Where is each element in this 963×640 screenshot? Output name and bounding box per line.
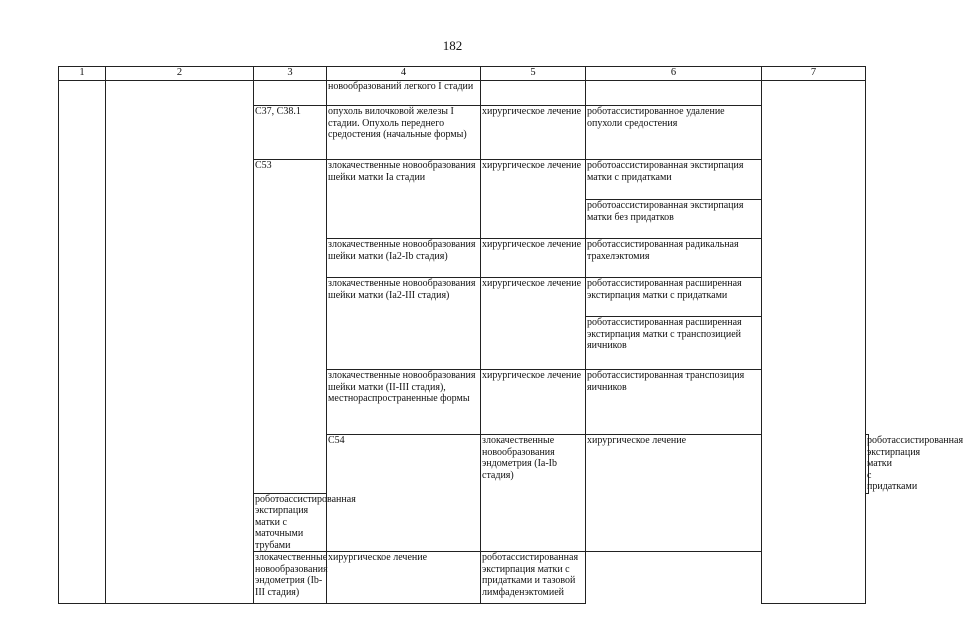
diagnosis-cell: злокачественные новообразования эндометрия (Ib-III стадия) bbox=[254, 552, 327, 604]
column-header-6: 6 bbox=[586, 67, 762, 81]
table-row bbox=[59, 81, 869, 106]
method-cell: роботассистированное удаление опухоли средостения bbox=[586, 106, 762, 160]
treatment-cell: хирургическое лечение bbox=[586, 435, 762, 552]
diagnosis-cell: злокачественные новообразования шейки матки (Ia2-Ib стадия) bbox=[327, 239, 481, 278]
column-1-cell bbox=[59, 81, 106, 604]
treatment-cell: хирургическое лечение bbox=[481, 278, 586, 370]
diagnosis-cell: злокачественные новообразования шейки матки (II-III стадия), местнораспространенные формы bbox=[327, 370, 481, 435]
method-cell: роботассистированная экстирпация матки с придатками и тазовой лимфаденэктомией bbox=[481, 552, 586, 604]
treatment-cell bbox=[481, 81, 586, 106]
diagnosis-cell: опухоль вилочковой железы I стадии. Опухоль переднего средостения (начальные формы) bbox=[327, 106, 481, 160]
method-cell: роботассистированная расширенная экстирпация матки с придатками bbox=[586, 278, 762, 317]
treatment-cell: хирургическое лечение bbox=[327, 552, 481, 604]
column-2-cell bbox=[106, 81, 254, 604]
treatment-cell: хирургическое лечение bbox=[481, 370, 586, 435]
method-cell: роботассистированная радикальная трахелэктомия bbox=[586, 239, 762, 278]
method-cell bbox=[586, 81, 762, 106]
column-header-3: 3 bbox=[254, 67, 327, 81]
treatment-cell: хирургическое лечение bbox=[481, 239, 586, 278]
method-cell: роботоассистированная экстирпация матки без придатков bbox=[586, 200, 762, 239]
medical-procedures-table bbox=[58, 66, 963, 604]
column-7-cell bbox=[762, 81, 866, 604]
treatment-cell: хирургическое лечение bbox=[481, 160, 586, 239]
method-cell: роботассистированная расширенная экстирпация матки с транспозицией яичников bbox=[586, 317, 762, 370]
column-header-2: 2 bbox=[106, 67, 254, 81]
column-header-4: 4 bbox=[327, 67, 481, 81]
method-cell: роботассистированная экстирпация матки с придатками bbox=[867, 435, 963, 492]
header-row bbox=[59, 67, 869, 81]
diagnosis-cell: злокачественные новообразования эндометрия (Ia-Ib стадия) bbox=[481, 435, 586, 552]
column-header-7: 7 bbox=[762, 67, 866, 81]
page-number: 182 bbox=[442, 38, 463, 53]
column-header-1: 1 bbox=[59, 67, 106, 81]
code-cell: C37, C38.1 bbox=[254, 106, 327, 160]
treatment-cell: хирургическое лечение bbox=[481, 106, 586, 160]
code-cell: C53 bbox=[254, 160, 327, 494]
method-cell: роботоассистированная экстирпация матки с придатками bbox=[586, 160, 762, 200]
code-cell bbox=[254, 81, 327, 106]
method-cell: роботоассистированная экстирпация матки с маточными трубами bbox=[255, 493, 356, 551]
method-cell: роботассистированная транспозиция яичников bbox=[586, 370, 762, 435]
diagnosis-cell: злокачественные новообразования шейки матки Ia стадии bbox=[327, 160, 481, 239]
diagnosis-cell: злокачественные новообразования шейки матки (Ia2-III стадия) bbox=[327, 278, 481, 370]
diagnosis-cell: новообразований легкого I стадии bbox=[327, 81, 481, 106]
column-header-5: 5 bbox=[481, 67, 586, 81]
code-cell: C54 bbox=[327, 435, 481, 552]
